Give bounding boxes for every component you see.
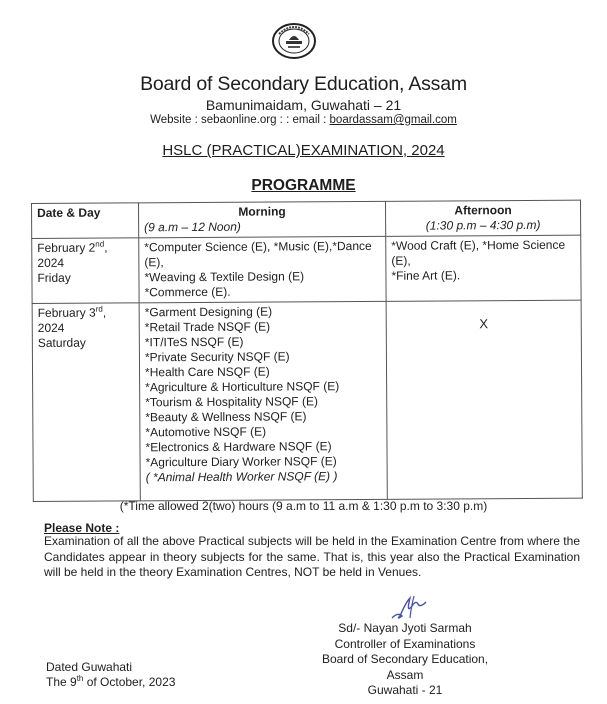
programme-heading: PROGRAMME [251,177,356,194]
subject-item: *IT/ITeS NSQF (E) [144,334,244,350]
time-allowed-note: (*Time allowed 2(two) hours (9 a.m to 11 a.m & 1:30 p.m to 3:30 p.m) [119,499,488,513]
subject-item: *Health Care NSQF (E) [144,364,270,380]
header-morning-time: (9 a.m – 12 Noon) [144,219,241,235]
board-address: Bamunimaidam, Guwahati – 21 [205,97,402,113]
subject-item: *Weaving & Textile Design (E) [144,269,305,285]
subject-item: *Automotive NSQF (E) [145,424,267,440]
signatory-block [305,621,505,699]
email-link[interactable]: boardassam@gmail.com [329,114,457,126]
signatory-name: Sd/- Nayan Jyoti Sarmah [338,621,472,635]
subject-item: *Electronics & Hardware NSQF (E) [145,439,332,455]
header-morning-label: Morning [238,204,286,219]
date-cell: February 2nd, 2024 Friday [32,238,139,304]
subject-item: *Private Security NSQF (E) [144,349,290,365]
subject-item: *Agriculture & Horticulture NSQF (E) [145,379,340,395]
contact-line [0,114,607,126]
morning-cell [139,301,387,501]
header-afternoon-label: Afternoon [454,203,512,218]
signatory-designation: Controller of Examinations [334,636,476,651]
website-label: Website : [150,114,202,126]
header-date-day: Date & Day [32,203,139,239]
subject-item: *Retail Trade NSQF (E) [144,319,271,335]
please-note-body: Examination of all the above Practical subjects will be held in the Examination Centre from where the Candidates appear in theory subjects for the same. That is, this year also the Practical Examination will be held in the theory Examination Centres, NOT be held in Venues. [44,534,580,579]
signatory-city: Guwahati - 21 [367,683,443,697]
subject-item: *Garment Designing (E) [144,304,273,320]
dated-place: Dated Guwahati [46,660,133,674]
header-morning [139,201,386,238]
please-note-heading: Please Note : [44,521,120,535]
table-row [32,300,582,501]
dated-date: The 9th of October, 2023 [46,674,176,689]
subject-item: ( *Animal Health Worker NSQF (E) ) [145,469,338,485]
subject-item: *Commerce (E). [144,284,231,300]
date-cell: February 3rd, 2024 Saturday [32,303,140,502]
schedule-table [31,200,583,502]
subject-item: *Computer Science (E), *Music (E),*Dance (E), [144,238,372,270]
board-name: Board of Secondary Education, Assam [140,73,467,95]
website-link[interactable]: sebaonline.org [201,114,277,126]
subject-item: *Tourism & Hospitality NSQF (E) [145,394,318,410]
header-afternoon-time: (1:30 p.m – 4:30 p.m) [425,217,541,233]
header-afternoon [385,200,580,236]
table-row [32,235,581,303]
handwritten-signature-icon [388,594,438,622]
no-exam-mark: X [479,316,489,332]
day-label: Friday [37,270,71,285]
afternoon-cell [386,300,582,499]
signatory-organisation: Board of Secondary Education, Assam [321,652,489,682]
seba-emblem-icon [271,22,317,60]
day-label: Saturday [37,335,86,350]
subject-item: *Fine Art (E). [391,268,461,283]
email-label: : : email : [276,114,330,126]
morning-cell [139,236,386,303]
table-header-row [32,200,581,238]
dated-block [46,660,175,690]
exam-title: HSLC (PRACTICAL)EXAMINATION, 2024 [162,142,445,159]
subject-item: *Agriculture Diary Worker NSQF (E) [145,454,337,470]
afternoon-cell [386,235,581,301]
subject-item: *Wood Craft (E), *Home Science (E), [391,237,566,268]
subject-item: *Beauty & Wellness NSQF (E) [145,409,307,425]
